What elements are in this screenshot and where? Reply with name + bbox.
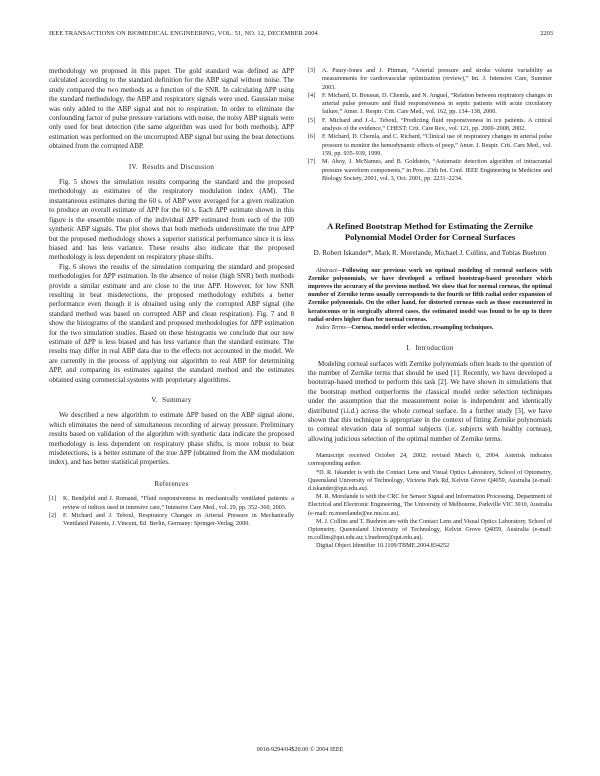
reference-item: [5] F. Michard and J.-L. Teboul, “Predicting fluid responsiveness in icu patients. A critical analysis of the evidence,” CHEST: Crit. Care Rev., vol. 121, pp. 2000–2008, 2002.	[308, 117, 552, 133]
paragraph: Fig. 6 shows the results of the simulation comparing the standard and proposed methodologies for ΔPP estimation. In the absence of noise (high SNR) both methods provide a similar estimate and are close to the true ΔPP. However, for low SNR resulting in beat misdetections, the proposed methodology exhibits a better performance even though it is obtained using only the corrupted ABP signal (the standard method was based on corrupted ABP and clean respiration). Fig. 7 and 8 show the histograms of the standard and proposed methodologies for ΔPP estimation for the two simulation studies. Based on these histograms we conclude that our new estimate of ΔPP is less biased and has less variance than the standard estimate. The results may differ in real ABP data due to the effects not accounted in the model. We are currently in the process of applying our algorithm to real ABP for determining ΔPP, and comparing its estimates against the standard method and the estimates obtained using commercial systems with proprietary algorithms.	[49, 262, 294, 384]
footnote: M. J. Collins and T. Buehren are with the Contact Lens and Visual Optics Laboratory, School of Optometry, Queensland University of Technology, Kelvin Grove Q4059, Australia (e-mail: m.collins@qut.edu.au; t.buehren@qut.edu.au).	[308, 518, 552, 542]
reference-item: [3] A. Paury-Jones and J. Pittman, “Arterial pressure and stroke volume variability as measurements for cardiovascular optimization (review),” Int. J. Intensive Care, Summer 2003.	[308, 68, 552, 91]
paragraph: We described a new algorithm to estimate ΔPP based on the ABP signal alone, which eliminates the need of simultaneous recording of airway pressure. Preliminary results based on validation of the algorithm with synthetic data indicate the proposed methodology is less dependent on respiratory phase shifts, is more robust to beat misdetections, is a better estimate of the true ΔPP (obtained from the AM modulation index), and has better statistical properties.	[49, 411, 294, 467]
reference-list	[49, 495, 294, 528]
paragraph: Modeling corneal surfaces with Zernike polynomials often leads to the question of the number of Zernike terms that should be used [1]. Recently, we have developed a bootstrap-based method to perform this task [2]. We have shown in simulations that the bootstrap method outperforms the classical model order selection techniques under the assumption that the measurement noise is independent and identically distributed (i.i.d.) across the whole corneal surface. In a further study [3], we have shown that this technique is appropriate in the context of fitting Zernike polynomials to corneal elevation data of normal subjects (i.e. subjects with healthy corneas), allowing judicious selection of the optimal number of Zernike terms.	[308, 359, 552, 443]
reference-item: [7] M. Aboy, J. McNames, and B. Goldstein, “Automatic detection algorithm of intracranial pressure waveform components,” in Proc. 23th Int. Conf. IEEE Engineering in Medicine and Biology Society, 2001, vol. 3, Oct. 2001, pp. 2231–2234.	[308, 159, 552, 182]
left-column	[49, 67, 294, 528]
footnote: M. R. Morelande is with the CRC for Sensor Signal and Information Processing, Department of Electrical and Electronic Engineering, The University of Melbourne, Parkville VIC 3010, Australia (e-mail: m.morelande@ee.mu.oz.au).	[308, 494, 552, 517]
reference-list	[308, 67, 552, 183]
abstract: Abstract—Following our previous work on optimal modeling of corneal surfaces with Zernike polynomials, we have developed a refined bootstrap-based procedure which improves the accuracy of the previous method. We show that for normal corneas, the optimal number of Zernike terms usually corresponds to the fourth or fifth radial order expansion of Zernike polynomials. On the other hand, for distorted corneas such as those encountered in keratoconus or in surgically altered cases, the estimated model was found to be up to three radial orders higher than for normal corneas.	[308, 267, 552, 323]
article-title: A Refined Bootstrap Method for Estimating the Zernike Polynomial Model Order for Corneal Surfaces	[327, 221, 533, 243]
section-heading-summary: V. Summary	[151, 396, 192, 404]
section-heading-introduction: I. Introduction	[406, 344, 454, 353]
author-list: D. Robert Iskander*, Mark R. Morelande, Michael J. Collins, and Tobias Buehren	[313, 249, 547, 258]
reference-item: [6] F. Michard, D. Chemla, and C. Richard, “Clinical use of respiratory changes in arterial pulse pressure to monitor the hemodynamic effects of peep,” Amer. J. Respir. Crit. Care Med., vol. 159, pp. 935–939, 1999.	[308, 134, 552, 157]
right-column	[308, 67, 552, 551]
footnotes	[308, 452, 552, 550]
reference-item: [1] K. Bendjelid and J. Romand, “Fluid responsiveness in mechanically ventilated patients: a review of indices used in intensive care,” Intensive Care Med., vol. 29, pp. 352–360, 2003.	[49, 496, 294, 511]
reference-item: [2] F. Michard and J. Teboul, Respiratory Changes in Arterial Pressure in Mechanically Ventilated Patients, J. Vincent, Ed. Berlin, Germany: Springer-Verlag, 2000.	[49, 512, 294, 528]
references-heading: References	[154, 479, 189, 488]
index-terms: Index Terms—Cornea, model order selection, resampling techniques.	[316, 324, 494, 331]
footnote: Manuscript received October 24, 2002; revised March 6, 2004. Asterisk indicates corresponding author.	[308, 453, 552, 468]
doi: Digital Object Identifier 10.1109/TBME.2004.834252	[316, 543, 450, 550]
paragraph: Fig. 5 shows the simulation results comparing the standard and the proposed methodology as estimates of the respiratory modulation index (AM). The instantaneous estimates during the 60 s. of ABP were averaged for a given realization to produce an overall estimate of ΔPP for the 60 s. Each ΔPP estimate shown in this figure is the ensemble mean of the individual ΔPP estimated from each of the 100 synthetic ABP signals. The plot shows that both methods underestimate the true ΔPP but the proposed methodology shows a superior statistical performance since it is less biased and has less variance. These results also indicate that the proposed methodology is less dependent on respiratory phase shifts.	[49, 178, 294, 262]
reference-item: [4] F. Michard, D. Boussat, D. Chemla, and N. Anguel, “Relation between respiratory changes in arterial pulse pressure and fluid responsiveness in septic patients with acute circulatory failure,” Amer. J. Respir. Crit. Care Med., vol. 162, pp. 134–138, 2000.	[308, 92, 552, 116]
section-heading-results: IV. Results and Discussion	[128, 162, 215, 171]
footnote: *D. R. Iskander is with the Contact Lens and Visual Optics Laboratory, School of Optometry, Queensland University of Technology, Victoria Park Rd, Kelvin Grove Q4059, Australia (e-mail: d.iskander@qut.edu.au).	[308, 469, 552, 493]
page-number: 2203	[540, 30, 553, 37]
copyright-footer: 0018-9294/04$20.00 © 2004 IEEE	[256, 746, 344, 753]
paragraph: methodology we proposed in this paper. The gold standard was defined as ΔPP calculated according to the standard definition for the ABP signal without noise. The study compared the two methods as a function of the SNR. In calculating ΔPP using the standard methodology, the ABP and respiratory signals were used. Gaussian noise was only added to the ABP signal and not to respiration. In order to eliminate the confounding factor of pulse pressure variations with noise, the noisy ABP signals were only used for beat detection (the same algorithm was used for both methods), ΔPP estimation was performed on the uncorrupted ABP signal but using the beat detections obtained from the corrupted ABP.	[49, 67, 294, 151]
running-header: IEEE TRANSACTIONS ON BIOMEDICAL ENGINEERING, VOL. 51, NO. 12, DECEMBER 2004	[49, 30, 318, 37]
